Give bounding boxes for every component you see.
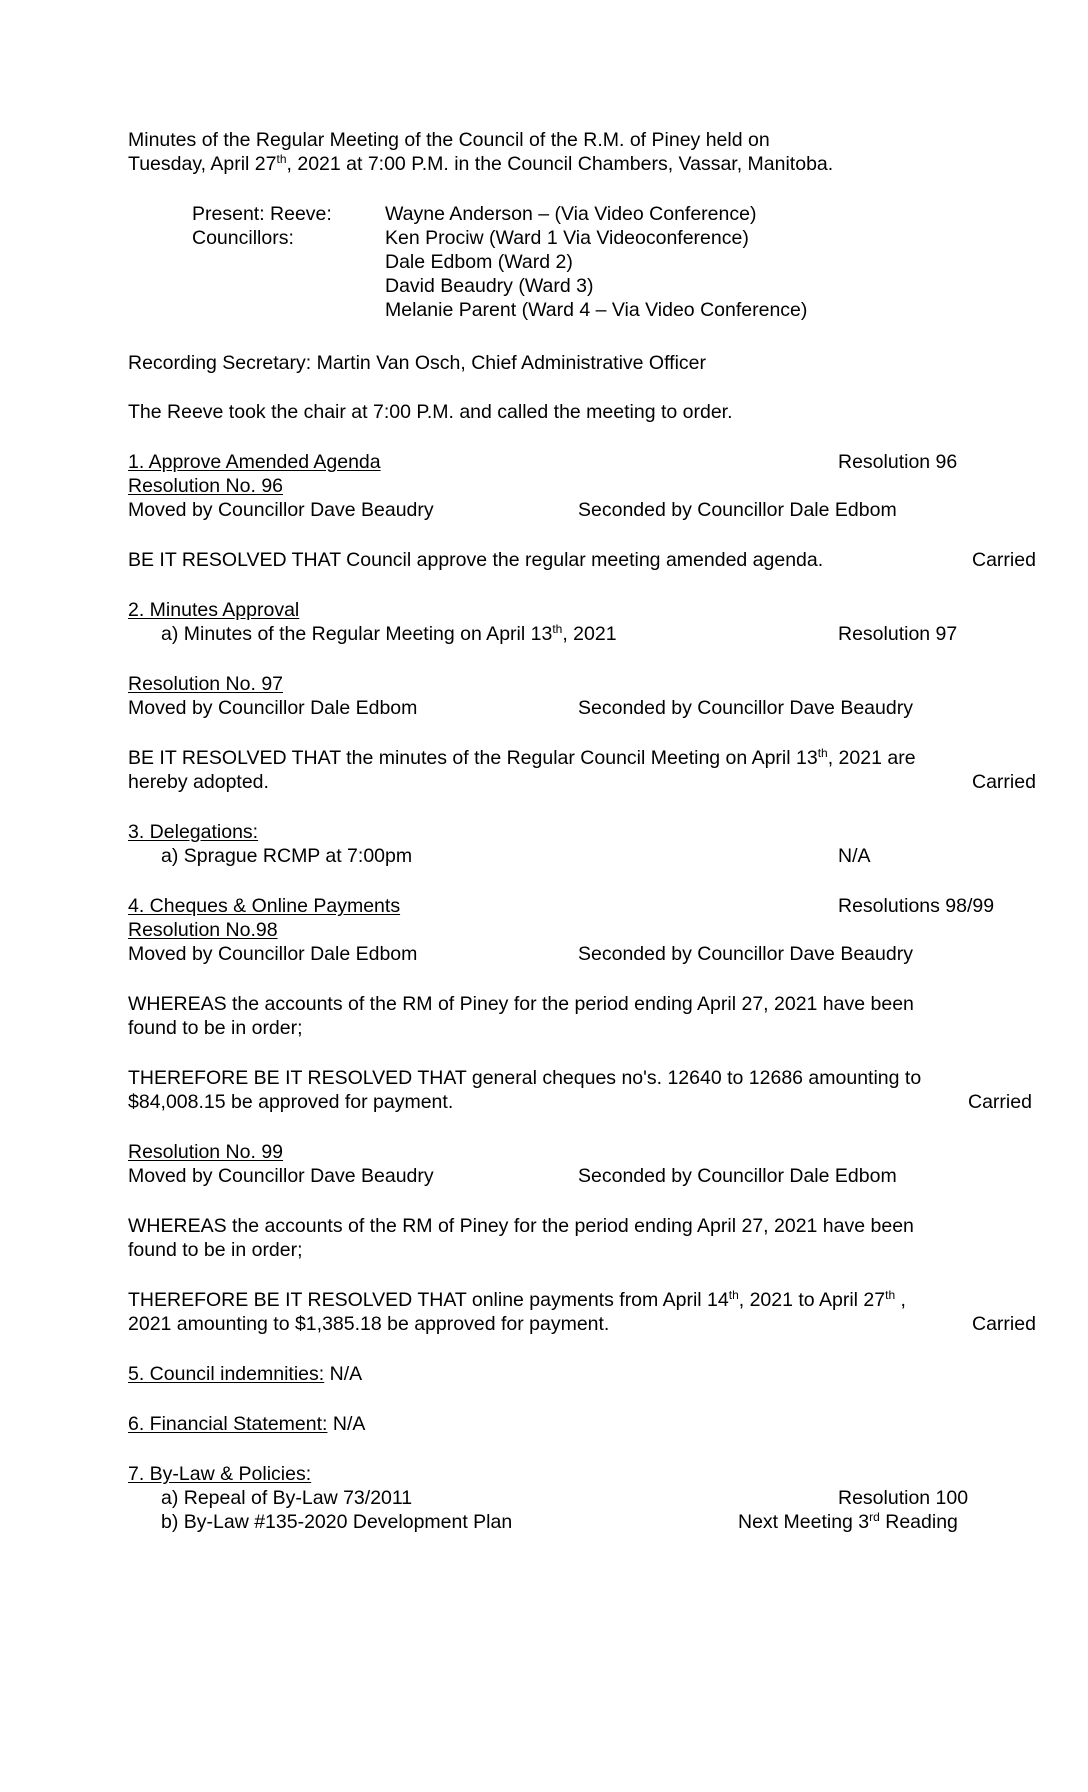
section-7-item-a-tag: Resolution 100 bbox=[838, 1487, 969, 1509]
section-7-heading: 7. By-Law & Policies: bbox=[128, 1463, 312, 1485]
section-6-value: N/A bbox=[327, 1413, 366, 1435]
section-7-item-b-tag-post: Reading bbox=[879, 1511, 958, 1533]
resolution-97-body-sup: th bbox=[817, 746, 828, 760]
resolution-99-moved: Moved by Councillor Dave Beaudry bbox=[128, 1165, 434, 1187]
attendee-ward-1: Ken Prociw (Ward 1 Via Videoconference) bbox=[385, 227, 749, 249]
section-2-item-a-pre: a) Minutes of the Regular Meeting on April 13 bbox=[161, 623, 553, 645]
section-2-item-a bbox=[161, 622, 617, 646]
intro-line-2 bbox=[128, 152, 833, 176]
present-label: Present: Reeve: bbox=[192, 203, 332, 225]
resolution-99-therefore-sup-1: th bbox=[728, 1288, 739, 1302]
attendee-reeve: Wayne Anderson – (Via Video Conference) bbox=[385, 203, 757, 225]
section-7-item-b-tag-pre: Next Meeting 3 bbox=[738, 1511, 870, 1533]
resolution-97-body-post: , 2021 are bbox=[827, 747, 916, 769]
resolution-99-whereas-line-1: WHEREAS the accounts of the RM of Piney for the period ending April 27, 2021 have been bbox=[128, 1215, 914, 1237]
resolution-97-seconded: Seconded by Councillor Dave Beaudry bbox=[578, 697, 913, 719]
intro-line-2-sup: th bbox=[276, 152, 287, 166]
intro-line-1: Minutes of the Regular Meeting of the Council of the R.M. of Piney held on bbox=[128, 129, 770, 151]
section-2-item-a-post: , 2021 bbox=[562, 623, 617, 645]
resolution-99-therefore-b: , 2021 to April 27 bbox=[738, 1289, 886, 1311]
attendee-ward-2: Dale Edbom (Ward 2) bbox=[385, 251, 573, 273]
resolution-97-status: Carried bbox=[972, 771, 1036, 793]
resolution-96-status: Carried bbox=[972, 549, 1036, 571]
section-4-heading: 4. Cheques & Online Payments bbox=[128, 895, 401, 917]
resolution-99-therefore-line-1 bbox=[128, 1288, 906, 1312]
section-7-item-b-tag-sup: rd bbox=[869, 1510, 880, 1524]
resolution-99-therefore-a: THEREFORE BE IT RESOLVED THAT online payments from April 14 bbox=[128, 1289, 729, 1311]
section-6-heading: 6. Financial Statement: bbox=[128, 1413, 328, 1435]
resolution-98-moved: Moved by Councillor Dale Edbom bbox=[128, 943, 418, 965]
section-2-heading: 2. Minutes Approval bbox=[128, 599, 300, 621]
councillors-label: Councillors: bbox=[192, 227, 294, 249]
section-3-tag: N/A bbox=[838, 845, 871, 867]
section-3-heading: 3. Delegations: bbox=[128, 821, 259, 843]
resolution-99-therefore-line-2: 2021 amounting to $1,385.18 be approved for payment. bbox=[128, 1313, 610, 1335]
section-1-resolution-tag: Resolution 96 bbox=[838, 451, 958, 473]
resolution-96-body: BE IT RESOLVED THAT Council approve the regular meeting amended agenda. bbox=[128, 549, 824, 571]
resolution-99-status: Carried bbox=[972, 1313, 1036, 1335]
resolution-98-therefore-line-1: THEREFORE BE IT RESOLVED THAT general cheques no's. 12640 to 12686 amounting to bbox=[128, 1067, 922, 1089]
resolution-99-seconded: Seconded by Councillor Dale Edbom bbox=[578, 1165, 897, 1187]
call-to-order: The Reeve took the chair at 7:00 P.M. and called the meeting to order. bbox=[128, 401, 733, 423]
recording-secretary: Recording Secretary: Martin Van Osch, Chief Administrative Officer bbox=[128, 352, 707, 374]
resolution-96-seconded: Seconded by Councillor Dale Edbom bbox=[578, 499, 897, 521]
resolution-98-therefore-line-2: $84,008.15 be approved for payment. bbox=[128, 1091, 454, 1113]
section-2-item-a-sup: th bbox=[552, 622, 563, 636]
resolution-99-therefore-c: , bbox=[895, 1289, 906, 1311]
resolution-98-number: Resolution No.98 bbox=[128, 919, 278, 941]
resolution-99-therefore-sup-2: th bbox=[885, 1288, 896, 1302]
section-5-value: N/A bbox=[324, 1363, 363, 1385]
section-1-heading: 1. Approve Amended Agenda bbox=[128, 451, 381, 473]
section-5-heading: 5. Council indemnities: bbox=[128, 1363, 325, 1385]
resolution-99-whereas-line-2: found to be in order; bbox=[128, 1239, 303, 1261]
intro-line-2-post: , 2021 at 7:00 P.M. in the Council Chambers, Vassar, Manitoba. bbox=[286, 153, 834, 175]
resolution-96-number: Resolution No. 96 bbox=[128, 475, 284, 497]
section-5 bbox=[128, 1362, 362, 1386]
resolution-98-seconded: Seconded by Councillor Dave Beaudry bbox=[578, 943, 913, 965]
section-4-resolution-tag: Resolutions 98/99 bbox=[838, 895, 995, 917]
section-3-item-a: a) Sprague RCMP at 7:00pm bbox=[161, 845, 413, 867]
section-7-item-a: a) Repeal of By-Law 73/2011 bbox=[161, 1487, 413, 1509]
section-7-item-b: b) By-Law #135-2020 Development Plan bbox=[161, 1511, 513, 1533]
resolution-96-moved: Moved by Councillor Dave Beaudry bbox=[128, 499, 434, 521]
attendee-ward-3: David Beaudry (Ward 3) bbox=[385, 275, 594, 297]
intro-line-2-pre: Tuesday, April 27 bbox=[128, 153, 277, 175]
resolution-97-moved: Moved by Councillor Dale Edbom bbox=[128, 697, 418, 719]
resolution-98-whereas-line-1: WHEREAS the accounts of the RM of Piney for the period ending April 27, 2021 have been bbox=[128, 993, 914, 1015]
resolution-98-whereas-line-2: found to be in order; bbox=[128, 1017, 303, 1039]
section-6 bbox=[128, 1412, 365, 1436]
resolution-99-number: Resolution No. 99 bbox=[128, 1141, 284, 1163]
resolution-98-status: Carried bbox=[968, 1091, 1032, 1113]
section-7-item-b-tag bbox=[738, 1510, 958, 1534]
resolution-97-body-pre: BE IT RESOLVED THAT the minutes of the Regular Council Meeting on April 13 bbox=[128, 747, 818, 769]
resolution-97-body-line-1 bbox=[128, 746, 916, 770]
resolution-97-body-line-2: hereby adopted. bbox=[128, 771, 269, 793]
section-2-resolution-tag: Resolution 97 bbox=[838, 623, 958, 645]
attendee-ward-4: Melanie Parent (Ward 4 – Via Video Conference) bbox=[385, 299, 808, 321]
resolution-97-number: Resolution No. 97 bbox=[128, 673, 284, 695]
